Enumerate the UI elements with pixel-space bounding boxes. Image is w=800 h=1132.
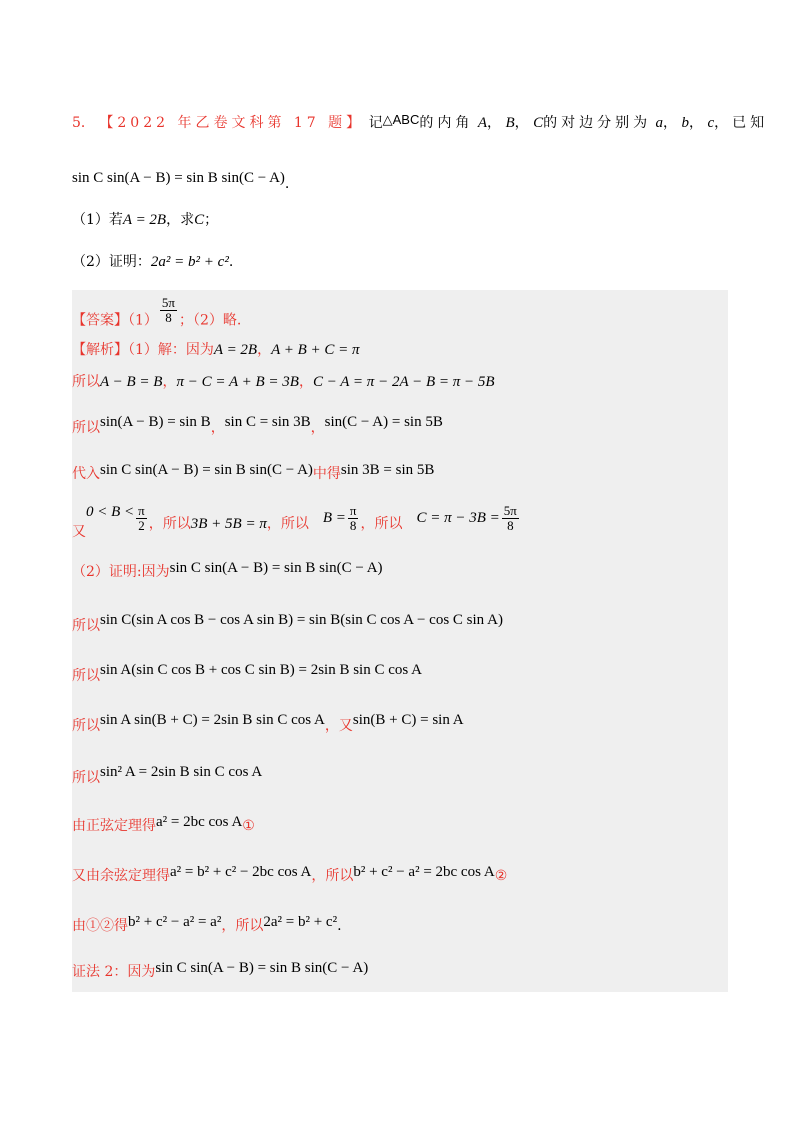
answer-part1: （1） xyxy=(128,312,158,329)
analysis-text: 由正弦定理得 xyxy=(72,818,156,834)
equation: sin C sin(A − B) = sin B sin(C − A) xyxy=(100,462,313,478)
analysis-text: ，又 xyxy=(324,718,353,734)
analysis-line-3 xyxy=(72,412,443,438)
var-c-upper: C xyxy=(533,115,544,131)
equation: b² + c² − a² = a² xyxy=(128,914,222,930)
analysis-text: 所以 xyxy=(72,374,100,390)
equation: sin 3B = sin 5B xyxy=(340,462,435,478)
equation: a² = b² + c² − 2bc cos A xyxy=(170,864,312,880)
analysis-text: ，所以 xyxy=(311,868,354,884)
fraction-numerator: 5π xyxy=(161,295,175,310)
analysis-line-14 xyxy=(72,958,368,982)
circled-1-mark: ① xyxy=(242,818,255,834)
analysis-text: 所以 xyxy=(72,618,100,634)
equation: 2a² = b² + c² xyxy=(263,914,338,930)
part2-end: . xyxy=(228,254,234,270)
equation: A + B + C = π xyxy=(271,342,360,358)
equation: B = xyxy=(322,510,346,526)
part2-equation: 2a² = b² + c² xyxy=(150,254,229,270)
solution-box xyxy=(72,290,728,992)
part1-var: C xyxy=(194,212,205,228)
analysis-line-6 xyxy=(72,558,383,582)
analysis-line-13 xyxy=(72,912,342,936)
equation: A − B = B xyxy=(100,374,163,390)
question-line xyxy=(72,110,768,133)
part2-line xyxy=(72,252,233,272)
equation: b² + c² − a² = 2bc cos A xyxy=(353,864,495,880)
fraction-5pi-8 xyxy=(502,504,519,533)
equation: A = 2B xyxy=(213,342,258,358)
triangle-abc: △ABC xyxy=(382,112,420,127)
equation: sin² A = 2sin B sin C cos A xyxy=(100,764,263,780)
analysis-text: 中得 xyxy=(312,466,341,482)
equation: sin C = sin 3B xyxy=(224,414,311,430)
equation: sin(A − B) = sin B xyxy=(100,414,211,430)
fraction-denominator: 2 xyxy=(138,517,145,533)
stem-mid1: 的内角 xyxy=(419,115,474,131)
analysis-text: 所以 xyxy=(72,770,100,786)
analysis-line-5 xyxy=(72,502,521,542)
analysis-text: ，所以 xyxy=(148,516,191,532)
separator: ， xyxy=(162,374,177,390)
part1-line xyxy=(72,210,218,230)
analysis-text: （2）证明:因为 xyxy=(72,564,170,580)
analysis-text: 又 xyxy=(72,524,86,540)
analysis-text: 所以 xyxy=(72,420,100,436)
equation: sin A sin(B + C) = 2sin B sin C cos A xyxy=(100,712,325,728)
comma: ， xyxy=(486,115,501,131)
analysis-line-7 xyxy=(72,610,503,636)
equation: C = π − 3B = xyxy=(416,510,500,526)
separator: ， xyxy=(210,420,225,436)
equation: C − A = π − 2A − B = π − 5B xyxy=(312,374,495,390)
fraction-numerator: 5π xyxy=(503,502,517,518)
question-source: 【2022 年乙卷文科第 17 题】 xyxy=(99,115,365,131)
comma: ， xyxy=(514,115,529,131)
fraction-denominator: 8 xyxy=(349,517,357,533)
analysis-text: ，所以 xyxy=(360,516,403,532)
analysis-line-1 xyxy=(72,340,360,360)
comma: ， xyxy=(663,115,678,131)
part1-text: ，求 xyxy=(166,212,195,228)
given-equation-line xyxy=(72,168,289,194)
analysis-text: ，所以 xyxy=(266,516,309,532)
analysis-text: 又由余弦定理得 xyxy=(72,868,170,884)
analysis-line-4 xyxy=(72,460,434,484)
fraction-pi-8 xyxy=(348,504,359,533)
var-c-lower: c xyxy=(707,115,715,131)
analysis-line-2 xyxy=(72,372,495,392)
analysis-text: （1）解：因为 xyxy=(128,342,214,358)
equation: sin C sin(A − B) = sin B sin(C − A) xyxy=(155,960,369,976)
circled-2-mark: ② xyxy=(494,868,508,884)
equation: π − C = A + B = 3B xyxy=(176,374,299,390)
var-b-upper: B xyxy=(505,115,515,131)
equation: sin C sin(A − B) = sin B sin(C − A) xyxy=(169,560,383,576)
var-b-lower: b xyxy=(681,115,689,131)
analysis-line-12 xyxy=(72,862,507,886)
equation: sin A(sin C cos B + cos C sin B) = 2sin B sin C cos A xyxy=(100,662,422,678)
analysis-line-8 xyxy=(72,660,422,686)
analysis-text: ，所以 xyxy=(221,918,264,934)
var-a-lower: a xyxy=(655,115,664,131)
equation: 3B + 5B = π xyxy=(190,516,267,532)
analysis-label: 【解析】 xyxy=(72,342,128,358)
separator: ， xyxy=(310,420,325,436)
answer-fraction xyxy=(160,296,177,325)
answer-line xyxy=(72,296,241,331)
answer-label: 【答案】 xyxy=(72,312,128,329)
given-equation: sin C sin(A − B) = sin B sin(C − A) xyxy=(72,170,285,186)
fraction-pi-2 xyxy=(136,504,147,533)
part1-equation: A = 2B xyxy=(122,212,167,228)
analysis-text: 证法 2：因为 xyxy=(72,964,156,980)
analysis-line-10 xyxy=(72,762,262,788)
period: . xyxy=(337,918,342,934)
stem-suffix: ，已知 xyxy=(714,115,769,131)
stem-mid2: 的对边分别为 xyxy=(543,115,652,131)
equation: a² = 2bc cos A xyxy=(156,814,243,830)
analysis-text: 所以 xyxy=(72,668,100,684)
part1-label: （1）若 xyxy=(72,212,123,228)
fraction-denominator: 8 xyxy=(165,310,172,325)
equation: sin(C − A) = sin 5B xyxy=(324,414,443,430)
question-number: 5． xyxy=(72,115,95,131)
analysis-line-11 xyxy=(72,812,255,836)
period: . xyxy=(284,176,290,192)
fraction-numerator: π xyxy=(138,502,145,518)
part1-end: ； xyxy=(204,212,219,228)
separator: ， xyxy=(298,374,313,390)
analysis-text: 代入 xyxy=(72,466,100,482)
separator: ， xyxy=(257,342,272,358)
part2-label: （2）证明： xyxy=(72,254,151,270)
inequality: 0 < B < xyxy=(86,504,135,520)
equation: sin(B + C) = sin A xyxy=(352,712,464,728)
comma: ， xyxy=(688,115,703,131)
answer-part2: ；（2）略. xyxy=(179,312,242,329)
analysis-text: 由①②得 xyxy=(72,918,128,934)
fraction-numerator: π xyxy=(349,502,357,518)
analysis-text: 所以 xyxy=(72,718,100,734)
equation: sin C(sin A cos B − cos A sin B) = sin B(sin C cos A − cos C sin A) xyxy=(100,612,503,628)
var-a-upper: A xyxy=(477,115,487,131)
stem-prefix: 记 xyxy=(368,115,383,131)
analysis-line-9 xyxy=(72,710,464,736)
fraction-denominator: 8 xyxy=(507,517,514,533)
